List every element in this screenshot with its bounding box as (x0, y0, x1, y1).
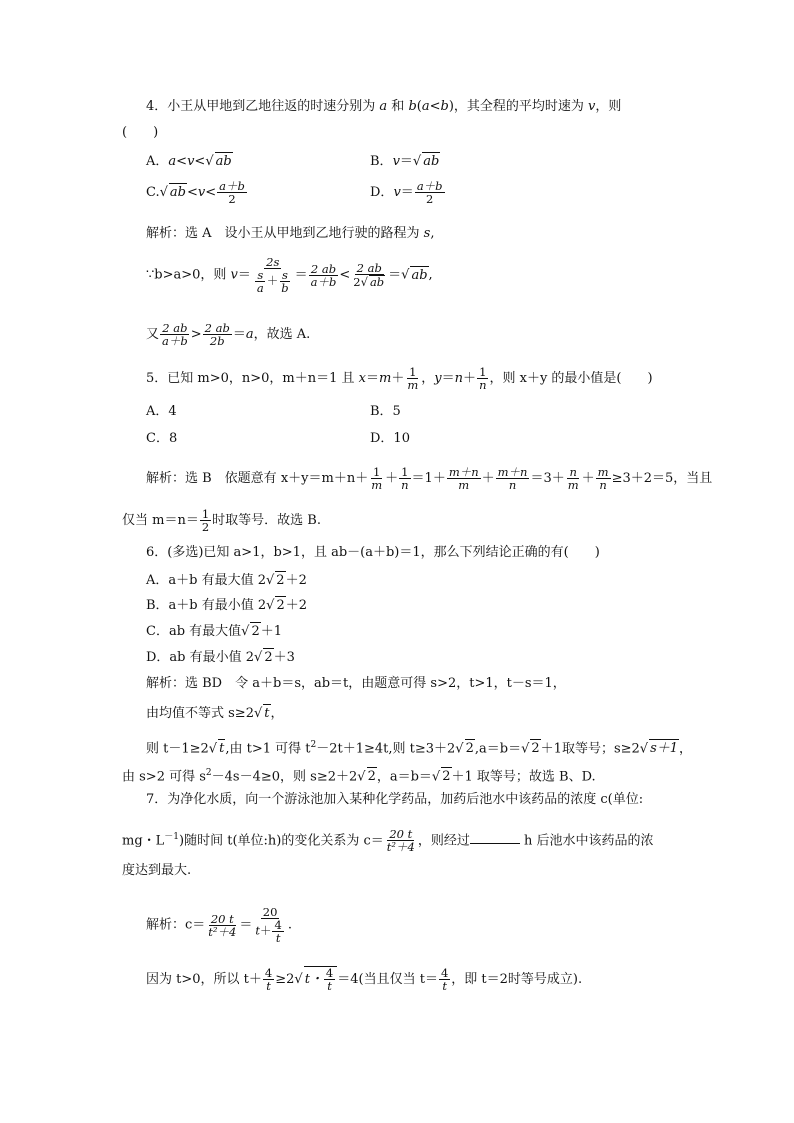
q5-option-c: C．8 (146, 431, 178, 446)
answer-blank[interactable] (470, 843, 520, 844)
q6-stem: 6．(多选)已知 a>1，b>1，且 ab－(a＋b)＝1，那么下列结论正确的有( ) (146, 545, 600, 560)
q4-option-c: C.√ ab<v< $\frac{a+b}{2}$ (146, 179, 245, 207)
q5-solution-2: 仅当 m＝n＝ $\frac{1}{2}$ 时取等号．故选 B. (122, 507, 321, 535)
q6-option-a: A．a＋b 有最大值 2√ 2＋2 (146, 573, 307, 588)
q6-solution-4: 由 s>2 可得 $s^2-4s-4\ge 0$，则 s≥2＋2√ 2，a＝b＝√ 2＋1 取等号；故选 B、D. (122, 768, 596, 785)
q6-option-d: D．ab 有最小值 2√ 2＋3 (146, 650, 295, 665)
q5-option-a: A．4 (146, 404, 177, 419)
q7-stem-1: 7．为净化水质，向一个游泳池加入某种化学药品，加药后池水中该药品的浓度 c(单位: (146, 792, 644, 807)
q5-stem: 5．已知 m>0，n>0，m＋n＝1 且 x＝m＋ $\frac{1}{m}$ ，y＝n＋ $\frac{1}{n}$ ，则 x＋y 的最小值是( ) (146, 365, 653, 393)
q4-option-d: D．v＝ $\frac{a+b}{2}$ (370, 179, 443, 207)
q7-stem-3: 度达到最大. (122, 863, 192, 878)
q5-option-d: D．10 (370, 431, 410, 446)
q4-paren: ( ) (122, 125, 159, 140)
q5-solution-1: 解析：选 B 依题意有 x＋y＝m＋n＋ $\frac{1}{m}$ ＋ $\frac{1}{n}$ ＝1＋ $\frac{m+n}{m}$ ＋ $\frac{m+n}{n}$ ＝3＋ $\frac{n}{m}$ ＋ $\frac{m}{n}$ ≥3＋2＝5，当且 (146, 465, 713, 493)
q4-option-b: B．v＝√ ab (370, 154, 440, 169)
q4-option-a: A．a<v<√ ab (146, 154, 232, 169)
q6-option-b: B．a＋b 有最小值 2√ 2＋2 (146, 598, 308, 613)
q4-solution-2: ∵b>a>0，则 v＝ 2s $\frac{s}{a}$ ＋ $\frac{s}{b}$ ＝ $\frac{2 ab}{a+b}$ < $\frac{2 ab}{2√ ab}$ ＝√ ab, (146, 255, 433, 296)
q4-solution-1: 解析：选 A 设小王从甲地到乙地行驶的路程为 s, (146, 226, 435, 241)
q7-stem-2: mg・$L^{-1}$)随时间 t(单位:h)的变化关系为 c＝ $\frac{20 t}{\text{t²＋4}}$ ，则经过 h 后池水中该药品的浓 (122, 827, 654, 855)
q6-solution-1: 解析：选 BD 令 a＋b＝s，ab＝t，由题意可得 s>2，t>1，t－s＝1， (146, 676, 566, 691)
q6-solution-2: 由均值不等式 s≥2√ t， (146, 706, 284, 721)
q6-option-c: C．ab 有最大值√ 2＋1 (146, 624, 283, 639)
q4-stem: 4．小王从甲地到乙地往返的时速分别为 a 和 b(a<b)，其全程的平均时速为 v，则 (146, 99, 622, 114)
q6-solution-3: 则 t－1≥2√ t,由 t>1 可得 $t^2-2t+1\ge 4t$,则 t≥3＋2√ 2,a＝b＝√ 2＋1取等号；s≥2√ s＋1， (146, 740, 693, 757)
q7-solution-2: 因为 t>0，所以 t＋ $\frac{4}{t}$ ≥2√ t・ $\frac{4}{t}$ ＝4(当且仅当 t＝ $\frac{4}{t}$ ，即 t＝2时等号成立). (146, 966, 583, 994)
q5-option-b: B．5 (370, 404, 401, 419)
q7-solution-1: 解析：c＝ $\frac{20 t}{\text{t²＋4}}$ ＝ 20 t＋ $\frac{4}{t}$ . (146, 905, 292, 946)
q4-solution-3: 又 $\frac{2 ab}{a+b}$ > $\frac{2 ab}{2b}$ ＝a，故选 A. (146, 321, 311, 349)
